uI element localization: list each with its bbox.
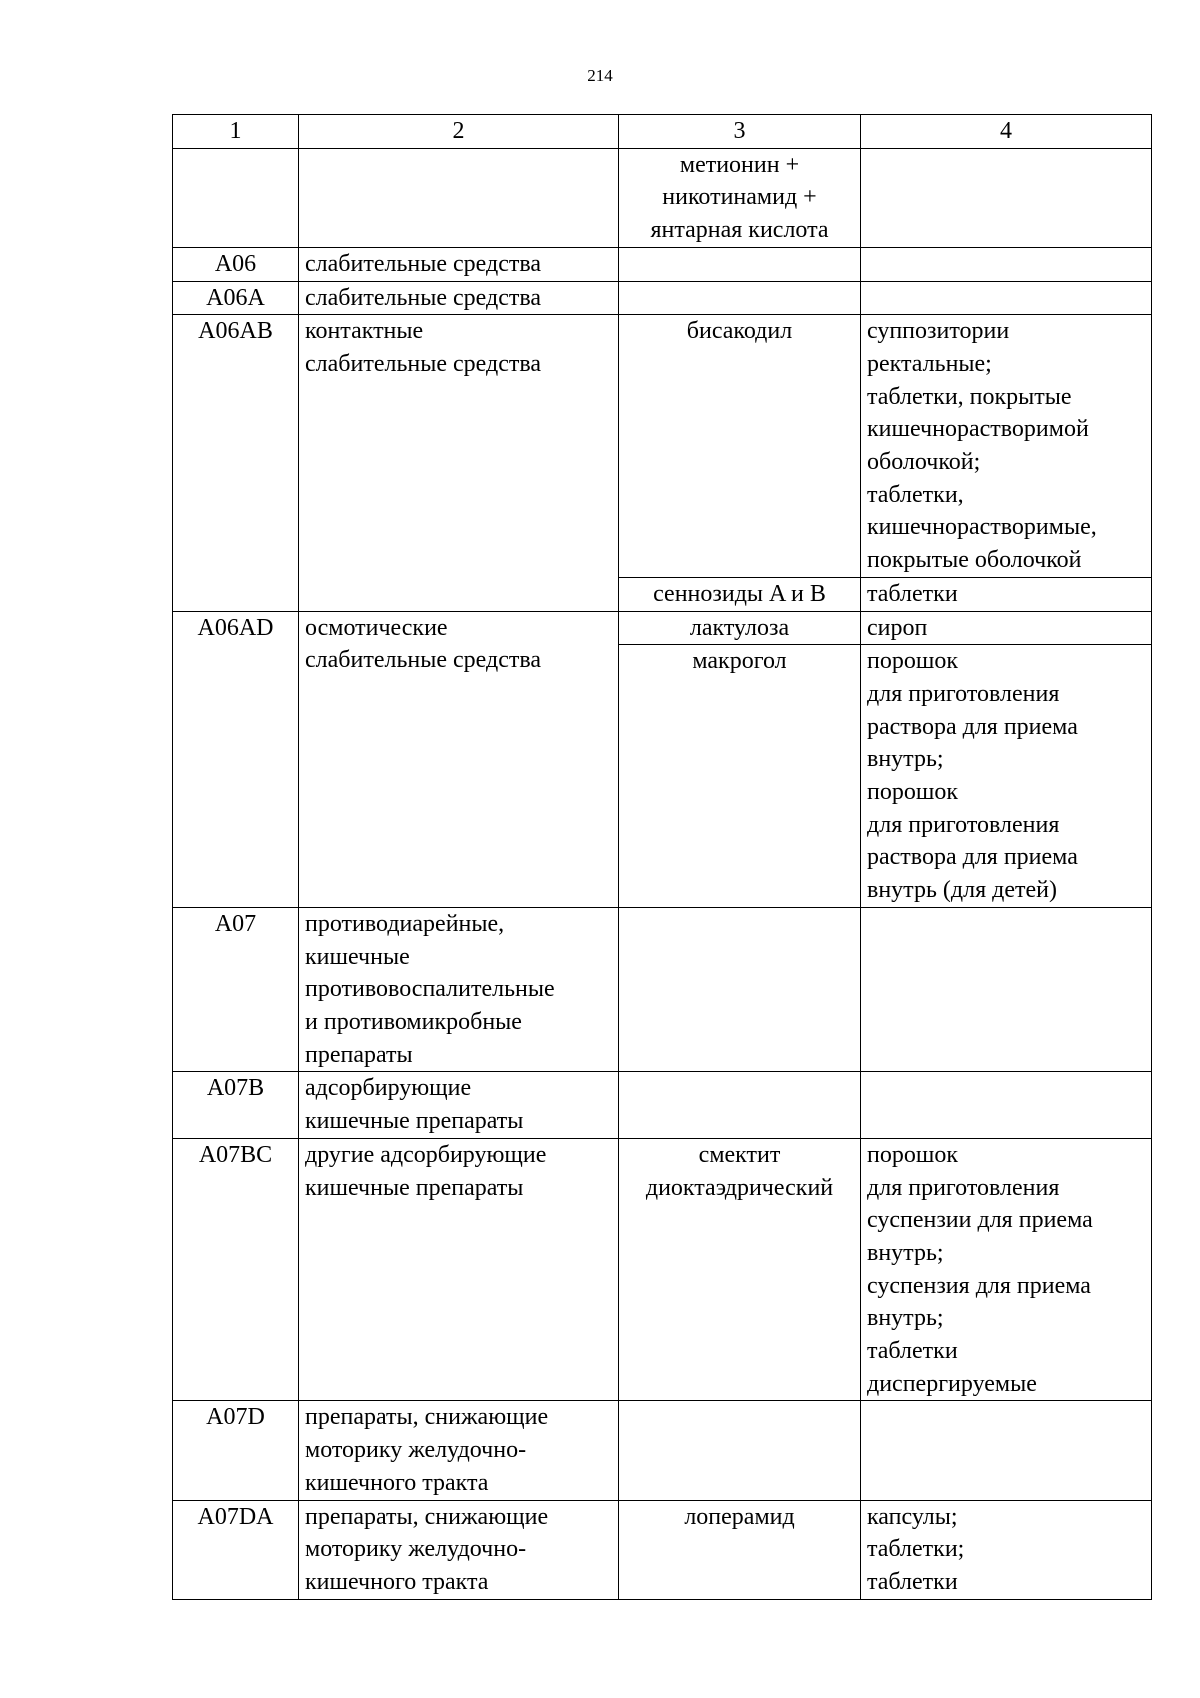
dosage-form-cell xyxy=(861,247,1152,281)
dosage-form-cell: сироп xyxy=(861,611,1152,645)
group-name-cell: адсорбирующие кишечные препараты xyxy=(299,1072,619,1138)
table-row xyxy=(173,907,1152,1072)
dosage-form-cell: порошок для приготовления раствора для приема внутрь; порошок для приготовления раствора для приема внутрь (для детей) xyxy=(861,645,1152,908)
group-name-cell: препараты, снижающие моторику желудочно- кишечного тракта xyxy=(299,1401,619,1500)
substance-cell xyxy=(619,281,861,315)
table-row xyxy=(173,148,1152,247)
column-header-3: 3 xyxy=(619,115,861,149)
dosage-form-cell: капсулы; таблетки; таблетки xyxy=(861,1500,1152,1599)
group-name-cell: другие адсорбирующие кишечные препараты xyxy=(299,1138,619,1401)
dosage-form-cell xyxy=(861,1401,1152,1500)
group-name-cell: слабительные средства xyxy=(299,281,619,315)
table-row xyxy=(173,315,1152,578)
column-header-2: 2 xyxy=(299,115,619,149)
substance-cell: метионин + никотинамид + янтарная кислота xyxy=(619,148,861,247)
substance-cell: макрогол xyxy=(619,645,861,908)
substance-cell: бисакодил xyxy=(619,315,861,578)
substance-cell xyxy=(619,907,861,1072)
substance-cell xyxy=(619,247,861,281)
drug-table xyxy=(172,114,1152,1600)
group-name-cell: противодиарейные, кишечные противовоспалительные и противомикробные препараты xyxy=(299,907,619,1072)
atc-code-cell: A06 xyxy=(173,247,299,281)
group-name-cell xyxy=(299,148,619,247)
dosage-form-cell xyxy=(861,148,1152,247)
atc-code-cell: A07BC xyxy=(173,1138,299,1401)
dosage-form-cell: порошок для приготовления суспензии для приема внутрь; суспензия для приема внутрь; таблетки диспергируемые xyxy=(861,1138,1152,1401)
substance-cell: сеннозиды A и B xyxy=(619,577,861,611)
atc-code-cell: A06AD xyxy=(173,611,299,907)
substance-cell: смектит диоктаэдрический xyxy=(619,1138,861,1401)
table-row xyxy=(173,611,1152,645)
table-row xyxy=(173,1072,1152,1138)
substance-cell: лактулоза xyxy=(619,611,861,645)
table-header-row xyxy=(173,115,1152,149)
atc-code-cell: A07D xyxy=(173,1401,299,1500)
dosage-form-cell xyxy=(861,1072,1152,1138)
table-row xyxy=(173,1500,1152,1599)
dosage-form-cell: суппозитории ректальные; таблетки, покрытые кишечнорастворимой оболочкой; таблетки, кишечнорастворимые, покрытые оболочкой xyxy=(861,315,1152,578)
table-row xyxy=(173,1401,1152,1500)
substance-cell xyxy=(619,1401,861,1500)
column-header-4: 4 xyxy=(861,115,1152,149)
atc-code-cell: A06AB xyxy=(173,315,299,611)
group-name-cell: осмотические слабительные средства xyxy=(299,611,619,907)
group-name-cell: контактные слабительные средства xyxy=(299,315,619,611)
table-row xyxy=(173,247,1152,281)
column-header-1: 1 xyxy=(173,115,299,149)
group-name-cell: слабительные средства xyxy=(299,247,619,281)
dosage-form-cell xyxy=(861,281,1152,315)
atc-code-cell: A07DA xyxy=(173,1500,299,1599)
atc-code-cell: A07 xyxy=(173,907,299,1072)
table-row xyxy=(173,281,1152,315)
dosage-form-cell: таблетки xyxy=(861,577,1152,611)
atc-code-cell: A07B xyxy=(173,1072,299,1138)
substance-cell xyxy=(619,1072,861,1138)
atc-code-cell: A06A xyxy=(173,281,299,315)
group-name-cell: препараты, снижающие моторику желудочно- кишечного тракта xyxy=(299,1500,619,1599)
page-number: 214 xyxy=(587,66,613,85)
table-row xyxy=(173,1138,1152,1401)
atc-code-cell xyxy=(173,148,299,247)
substance-cell: лоперамид xyxy=(619,1500,861,1599)
dosage-form-cell xyxy=(861,907,1152,1072)
